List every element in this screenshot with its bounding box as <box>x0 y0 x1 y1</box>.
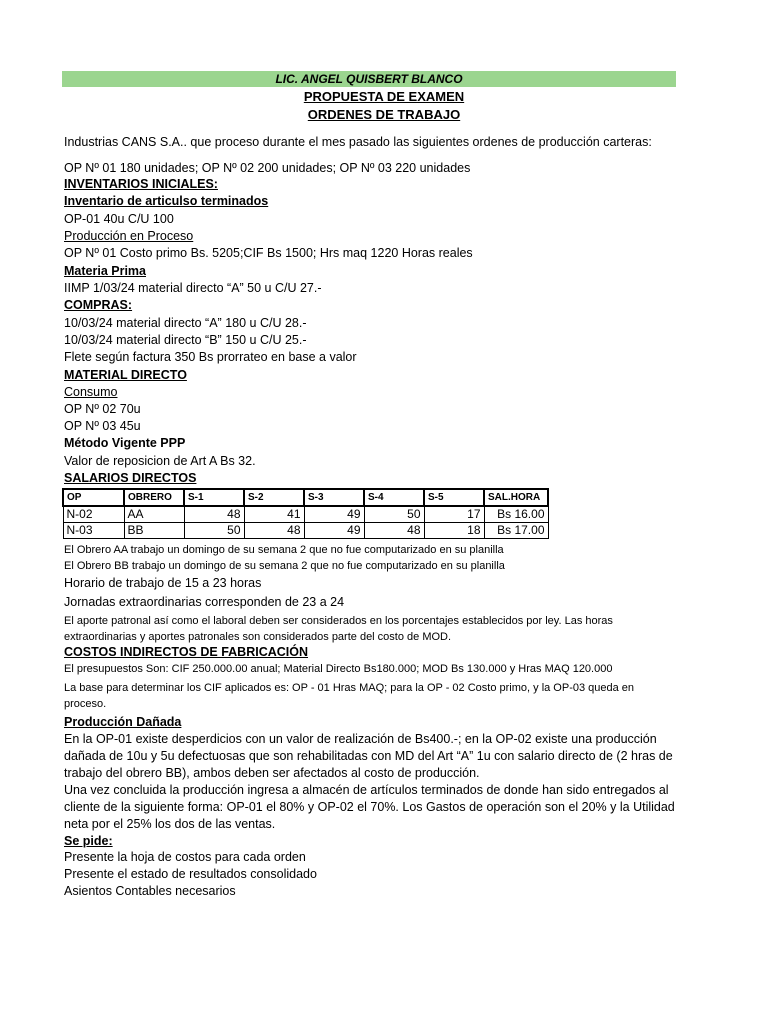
table-cell: 17 <box>424 506 484 523</box>
intro-text: Industrias CANS S.A.. que proceso durante el mes pasado las siguientes ordenes de producción carteras: <box>64 135 652 149</box>
consumo-heading: Consumo <box>64 385 118 399</box>
cif-heading: COSTOS INDIRECTOS DE FABRICACIÓN <box>64 645 309 659</box>
column-header: OP <box>63 489 124 506</box>
table-cell: 50 <box>184 523 244 539</box>
se-pide-item: Presente el estado de resultados consolidado <box>64 867 317 881</box>
compras-line: Flete según factura 350 Bs prorrateo en base a valor <box>64 350 357 364</box>
table-cell: Bs 16.00 <box>484 506 548 523</box>
table-cell: 50 <box>364 506 424 523</box>
aporte-paragraph: El aporte patronal así como el laboral deben ser considerados en los porcentajes establecidos por ley. Las horas extraordinarias y aportes patronales son considerados parte del costo de MOD. <box>64 615 613 643</box>
consumo-line: OP Nº 02 70u <box>64 402 141 416</box>
danada-paragraph: En la OP-01 existe desperdicios con un valor de realización de Bs400.-; en la OP-02 existe una producción dañada de 10u y 5u defectuosas que son rehabilitadas con MD del Art “A” 1u con salario directo de (2 hras de trabajo del obrero BB), ambos deben ser afectados al costo de producción. <box>64 732 673 780</box>
se-pide-heading: Se pide: <box>64 834 113 848</box>
danada-heading: Producción Dañada <box>64 715 182 729</box>
table-cell: 48 <box>244 523 304 539</box>
column-header: S-5 <box>424 489 484 506</box>
table-cell: 48 <box>364 523 424 539</box>
proceso-line: OP Nº 01 Costo primo Bs. 5205;CIF Bs 1500; Hrs maq 1220 Horas reales <box>64 246 473 260</box>
se-pide-item: Asientos Contables necesarios <box>64 884 236 898</box>
column-header: S-4 <box>364 489 424 506</box>
table-cell: 18 <box>424 523 484 539</box>
salarios-heading: SALARIOS DIRECTOS <box>64 471 197 485</box>
compras-line: 10/03/24 material directo “A” 180 u C/U 28.- <box>64 316 307 330</box>
terminados-heading: Inventario de articulso terminados <box>64 194 269 208</box>
column-header: S-1 <box>184 489 244 506</box>
cif-base-paragraph: La base para determinar los CIF aplicados es: OP - 01 Hras MAQ; para la OP - 02 Costo primo, y la OP-03 queda en proceso. <box>64 682 635 710</box>
jornadas-line: Jornadas extraordinarias corresponden de 23 a 24 <box>64 595 345 609</box>
orders-line: OP Nº 01 180 unidades; OP Nº 02 200 unidades; OP Nº 03 220 unidades <box>64 161 471 175</box>
table-cell: 49 <box>304 523 364 539</box>
table-cell: 48 <box>184 506 244 523</box>
presupuestos-line: El presupuestos Son: CIF 250.000.00 anual; Material Directo Bs180.000; MOD Bs 130.000 y Hras MAQ 120.000 <box>64 663 613 675</box>
table-cell: 41 <box>244 506 304 523</box>
obrero-note: El Obrero AA trabajo un domingo de su semana 2 que no fue computarizado en su planilla <box>64 544 504 556</box>
salarios-table <box>62 488 549 539</box>
table-cell: N-03 <box>63 523 124 539</box>
table-row <box>63 506 548 523</box>
consumo-line: OP Nº 03 45u <box>64 419 141 433</box>
materia-heading: Materia Prima <box>64 264 146 278</box>
metodo-line: Método Vigente PPP <box>64 436 186 450</box>
column-header: SAL.HORA <box>484 489 548 506</box>
compras-line: 10/03/24 material directo “B” 150 u C/U 25.- <box>64 333 307 347</box>
table-cell: 49 <box>304 506 364 523</box>
table-cell: BB <box>124 523 184 539</box>
column-header: S-3 <box>304 489 364 506</box>
column-header: OBRERO <box>124 489 184 506</box>
terminados-line: OP-01 40u C/U 100 <box>64 212 174 226</box>
compras-heading: COMPRAS: <box>64 298 133 312</box>
material-directo-heading: MATERIAL DIRECTO <box>64 368 187 382</box>
column-header: S-2 <box>244 489 304 506</box>
reposicion-line: Valor de reposicion de Art A Bs 32. <box>64 454 256 468</box>
table-header-row <box>63 489 548 506</box>
table-cell: Bs 17.00 <box>484 523 548 539</box>
author-banner: LIC. ANGEL QUISBERT BLANCO <box>62 71 676 87</box>
table-row <box>63 523 548 539</box>
obrero-note: El Obrero BB trabajo un domingo de su semana 2 que no fue computarizado en su planilla <box>64 560 505 572</box>
exam-title: PROPUESTA DE EXAMEN <box>303 89 465 104</box>
materia-line: IIMP 1/03/24 material directo “A” 50 u C/U 27.- <box>64 281 322 295</box>
table-cell: N-02 <box>63 506 124 523</box>
proceso-heading: Producción en Proceso <box>64 229 194 243</box>
inventarios-heading: INVENTARIOS INICIALES: <box>64 177 218 191</box>
horario-line: Horario de trabajo de 15 a 23 horas <box>64 576 262 590</box>
entrega-paragraph: Una vez concluida la producción ingresa a almacén de artículos terminados de donde han sido entregados al cliente de la siguiente forma: OP-01 el 80% y OP-02 el 70%. Los Gastos de operación son el 20% y la Utilidad neta por el 25% los dos de las ventas. <box>64 783 675 831</box>
exam-subtitle: ORDENES DE TRABAJO <box>307 107 461 122</box>
table-cell: AA <box>124 506 184 523</box>
se-pide-item: Presente la hoja de costos para cada orden <box>64 850 306 864</box>
